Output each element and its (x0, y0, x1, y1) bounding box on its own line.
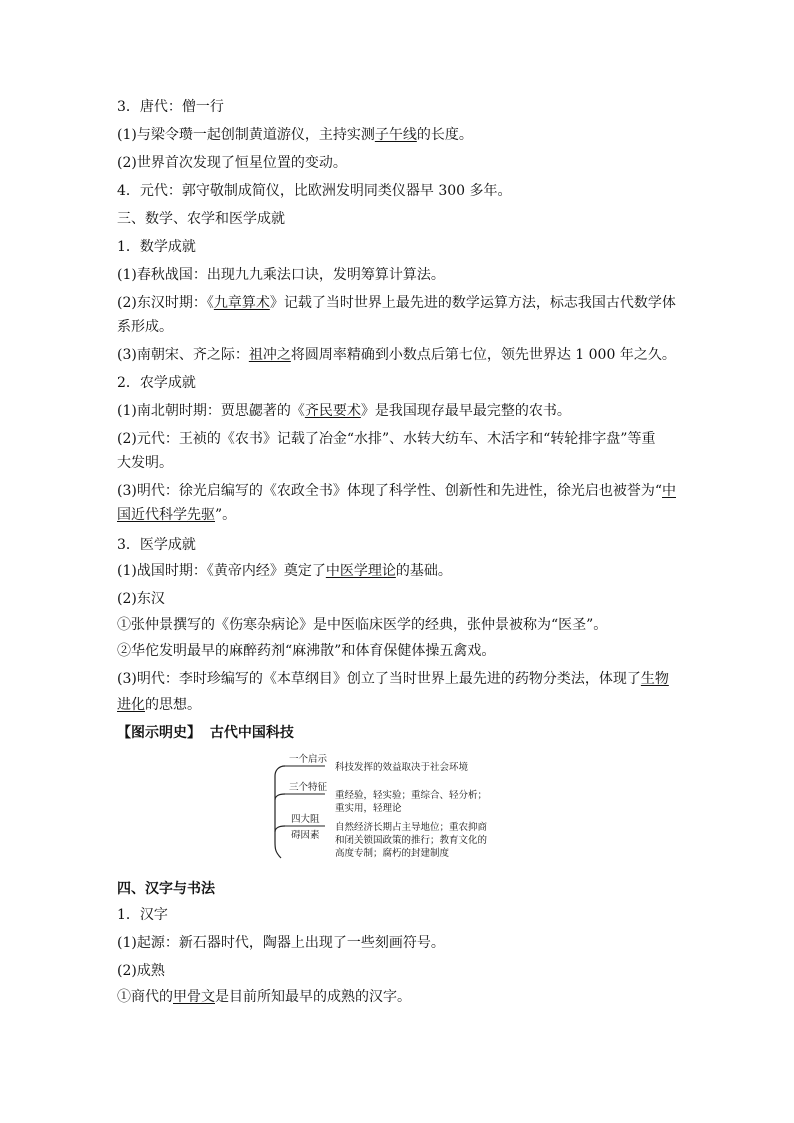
diagram-label-3-line-2: 碍因素 (291, 830, 320, 841)
math-item-2-cont: 系形成。 (117, 319, 173, 335)
hanzi-item-2a (117, 988, 687, 1006)
text: (1)与梁令瓒一起创制黄道游仪，主持实测 (117, 127, 375, 143)
agri-heading: 2．农学成就 (117, 375, 196, 391)
tang-heading: 3．唐代：僧一行 (117, 99, 224, 115)
diagram-text-3-line-3: 高度专制；腐朽的封建制度 (335, 848, 450, 859)
underlined-term: 祖冲之 (248, 347, 291, 363)
text: (3)明代：徐光启编写的《农政全书》体现了科学性、创新性和先进性，徐光启也被誉为“ (117, 483, 662, 499)
med-item-2b: ②华佗发明最早的麻醉药剂“麻沸散”和体育保健体操五禽戏。 (117, 643, 496, 659)
figure-title: 古代中国科技 (209, 725, 294, 741)
underlined-term: 九章算术 (213, 295, 270, 311)
text: 的长度。 (416, 127, 473, 143)
hanzi-item-1: (1)起源：新石器时代，陶器上出现了一些刻画符号。 (117, 935, 445, 951)
math-item-1: (1)春秋战国：出现九九乘法口诀，发明筹算计算法。 (117, 267, 445, 283)
diagram-label-2: 三个特征 (289, 782, 328, 793)
text: 的基础。 (395, 563, 452, 579)
text: 》是我国现存最早最完整的农书。 (360, 403, 571, 419)
underlined-term: 子午线 (374, 127, 417, 143)
agri-item-3 (117, 482, 687, 500)
underlined-term: 国近代科学先驱 (117, 507, 215, 523)
underlined-term: 中 (662, 483, 676, 499)
agri-item-2: (2)元代：王祯的《农书》记载了冶金“水排”、水转大纺车、木活字和“转轮排字盘”等重 (117, 431, 656, 447)
text: ①商代的 (117, 989, 173, 1005)
med-heading: 3．医学成就 (117, 537, 196, 553)
text: (3)明代：李时珍编写的《本草纲目》创立了当时世界上最先进的药物分类法，体现了 (117, 671, 641, 687)
diagram-text-2-line-1: 重经验，轻实验；重综合、轻分析； (335, 790, 488, 801)
med-item-2: (2)东汉 (117, 591, 165, 607)
med-item-1 (117, 562, 687, 580)
section-4-heading: 四、汉字与书法 (117, 881, 215, 897)
figure-tag: 【图示明史】 (117, 725, 201, 741)
underlined-term: 甲骨文 (173, 989, 215, 1005)
text: 》记载了当时世界上最先进的数学运算方法，标志我国古代数学体 (269, 295, 676, 311)
hanzi-item-2: (2)成熟 (117, 963, 165, 979)
math-heading: 1．数学成就 (117, 239, 196, 255)
diagram-text-3-line-1: 自然经济长期占主导地位；重农抑商 (335, 822, 488, 833)
text: ”。 (215, 507, 237, 523)
section-3-heading: 三、数学、农学和医学成就 (117, 211, 285, 227)
diagram-label-3-line-1: 四大阻 (291, 814, 320, 825)
text: 的思想。 (145, 697, 201, 713)
agri-item-3-cont (117, 506, 687, 524)
text: (1)战国时期：《黄帝内经》奠定了 (117, 563, 326, 579)
math-item-3 (117, 346, 687, 364)
med-item-3-cont (117, 696, 687, 714)
text: (3)南朝宋、齐之际： (117, 347, 249, 363)
text: 是目前所知最早的成熟的汉字。 (215, 989, 411, 1005)
text: (1)南北朝时期：贾思勰著的《 (117, 403, 305, 419)
diagram-text-3-line-2: 和闭关锁国政策的推行；教育文化的 (335, 835, 488, 846)
agri-item-2-cont: 大发明。 (117, 455, 173, 471)
text: (2)东汉时期：《 (117, 295, 214, 311)
underlined-term: 生物 (640, 671, 669, 687)
underlined-term: 齐民要术 (304, 403, 361, 419)
med-item-3 (117, 670, 687, 688)
text: 将圆周率精确到小数点后第七位，领先世界达 1 000 年之久。 (290, 347, 676, 363)
underlined-term: 进化 (117, 697, 145, 713)
science-diagram (255, 752, 525, 864)
tang-item-1 (117, 126, 687, 144)
diagram-label-1: 一个启示 (289, 754, 328, 765)
diagram-text-1: 科技发挥的效益取决于社会环境 (335, 762, 469, 773)
figure-caption (117, 724, 687, 742)
med-item-2a: ①张仲景撰写的《伤寒杂病论》是中医临床医学的经典，张仲景被称为“医圣”。 (117, 617, 608, 633)
diagram-text-2-line-2: 重实用，轻理论 (335, 803, 402, 814)
math-item-2 (117, 294, 687, 312)
agri-item-1 (117, 402, 687, 420)
yuan-heading: 4．元代：郭守敬制成简仪，比欧洲发明同类仪器早 300 多年。 (117, 183, 512, 199)
hanzi-heading: 1．汉字 (117, 907, 168, 923)
tang-item-2: (2)世界首次发现了恒星位置的变动。 (117, 155, 347, 171)
underlined-term: 中医学理论 (325, 563, 396, 579)
